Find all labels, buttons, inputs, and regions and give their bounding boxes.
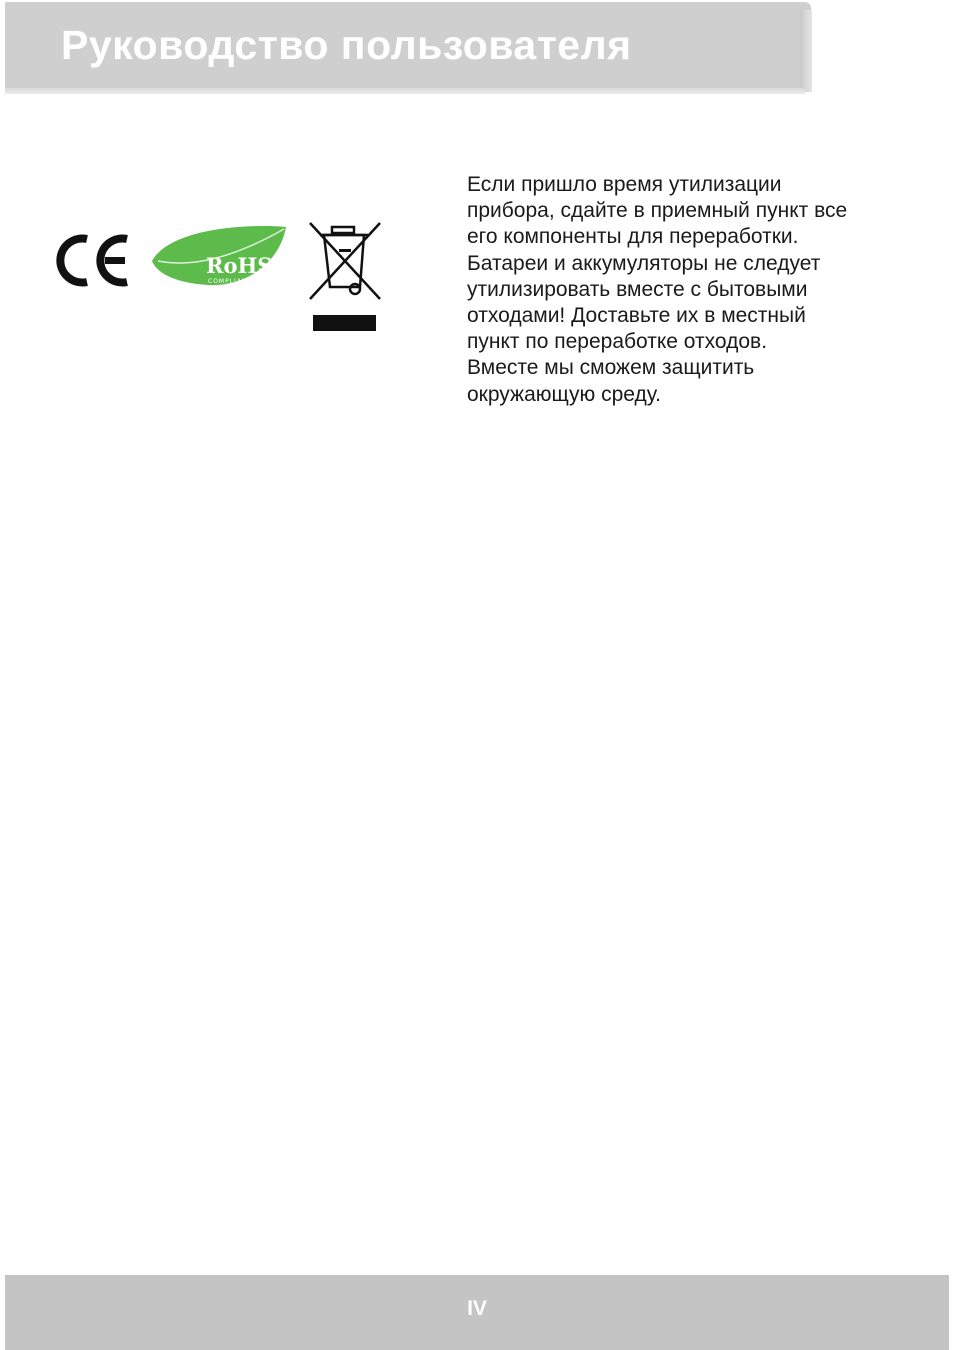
crossed-out-wheelie-bin-icon	[306, 219, 386, 301]
rohs-label: RoHS	[206, 253, 273, 278]
text-line: пункт по переработке отходов.	[467, 330, 768, 354]
page-number: IV	[467, 1297, 487, 1320]
disposal-instructions	[467, 172, 897, 408]
text-line: Если пришло время утилизации	[467, 173, 782, 196]
text-line: Батареи и аккумуляторы не следует	[467, 251, 821, 275]
text-line: прибора, сдайте в приемный пункт все	[467, 199, 848, 223]
text-line: отходами! Доставьте их в местный	[467, 304, 806, 328]
text-line: утилизировать вместе с бытовыми	[467, 277, 808, 301]
header-banner-shadow	[5, 88, 805, 94]
header-banner	[5, 2, 811, 90]
compliance-logos	[50, 215, 390, 340]
text-line: окружающую среду.	[467, 382, 662, 406]
ce-mark-icon	[55, 233, 130, 288]
footer-bar	[5, 1275, 949, 1350]
rohs-compliant-icon	[148, 221, 290, 291]
page-title: Руководство пользователя	[61, 22, 632, 68]
text-line: Вместе мы сможем защитить	[467, 356, 755, 380]
weee-separate-collection-bar	[313, 315, 376, 331]
text-line: его компоненты для переработки.	[467, 225, 799, 249]
header-banner-edge	[800, 10, 812, 92]
rohs-sublabel: COMPLIANT	[208, 278, 253, 285]
